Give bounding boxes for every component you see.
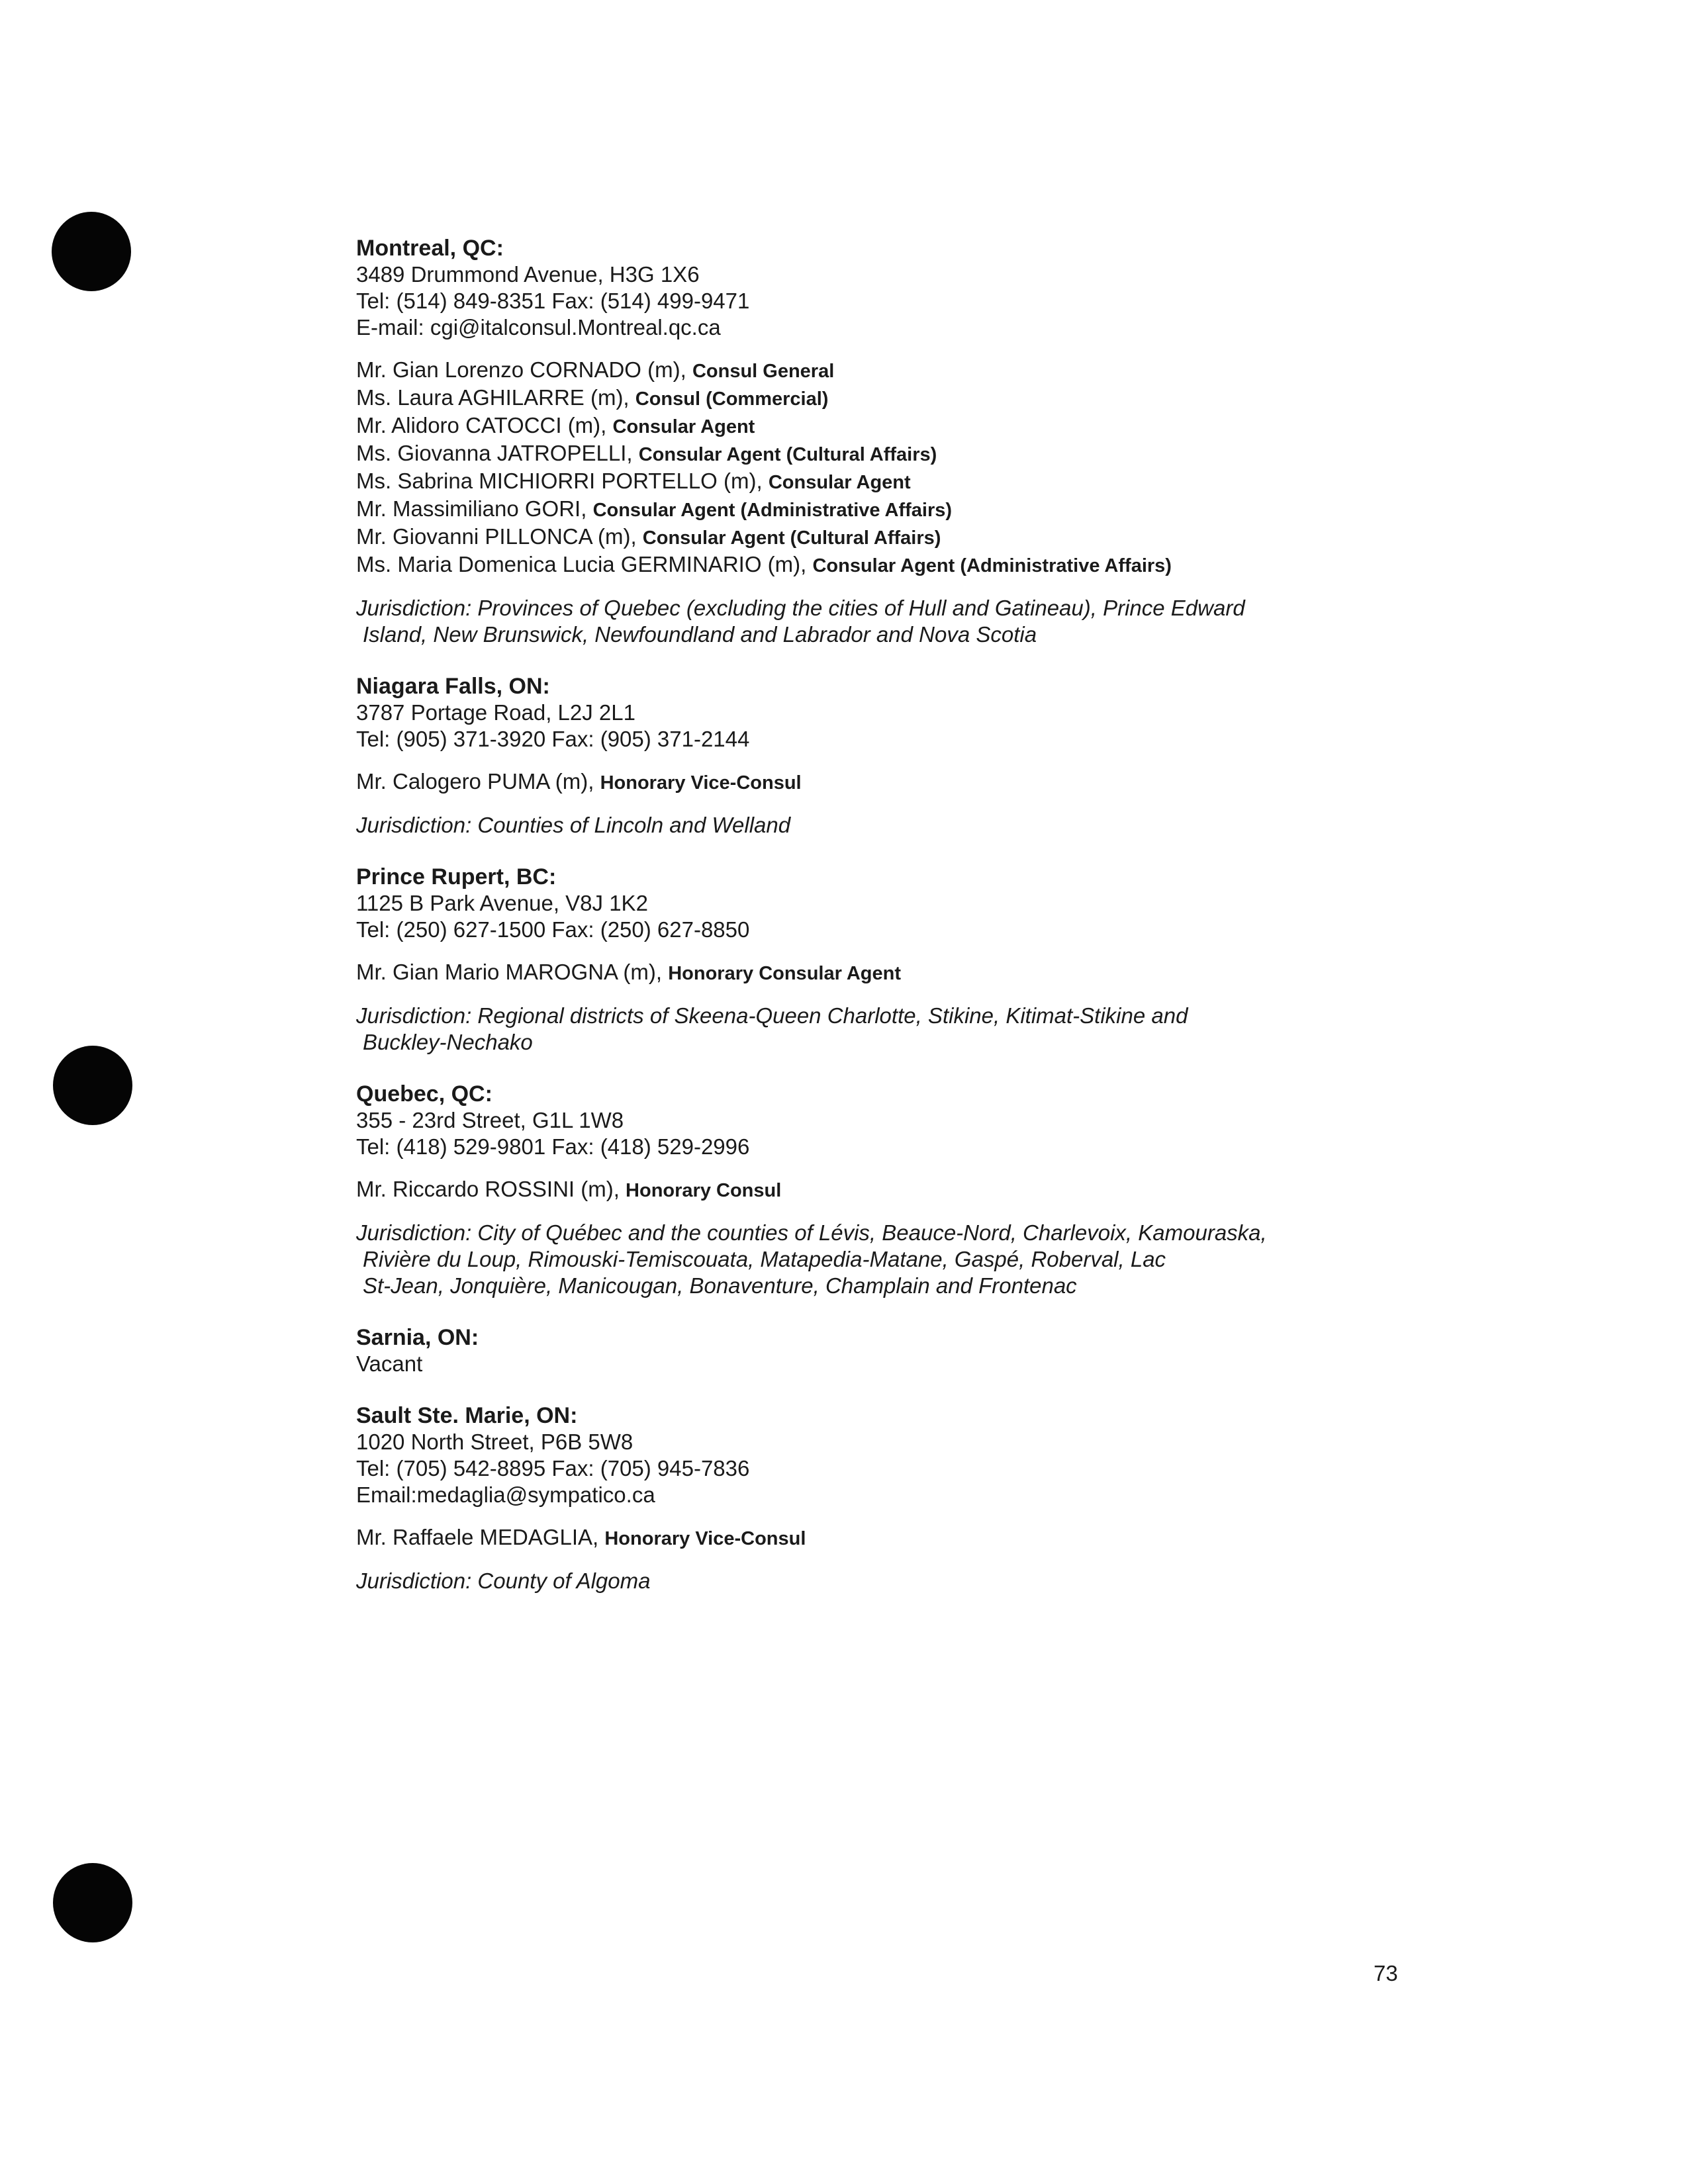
- staff-member: [356, 440, 1415, 468]
- city-heading: Montreal, QC:: [356, 236, 504, 261]
- address: 3787 Portage Road, L2J 2L1: [356, 700, 635, 725]
- staff-name: Mr. Massimiliano GORI,: [356, 496, 593, 521]
- jurisdiction-line: Jurisdiction: Counties of Lincoln and Welland: [356, 813, 791, 837]
- staff-title: Honorary Consular Agent: [668, 963, 902, 984]
- staff-title: Honorary Consul: [626, 1180, 782, 1201]
- jurisdiction: [356, 1568, 1415, 1594]
- consulate-entry-quebec: [356, 1081, 1415, 1299]
- phone-fax: Tel: (705) 542-8895 Fax: (705) 945-7836: [356, 1456, 750, 1480]
- page-number: 73: [1374, 1961, 1398, 1985]
- staff-name: Ms. Giovanna JATROPELLI,: [356, 441, 639, 465]
- staff-title: Consular Agent (Cultural Affairs): [638, 444, 937, 465]
- staff-name: Mr. Giovanni PILLONCA (m),: [356, 524, 643, 549]
- staff-name: Mr. Raffaele MEDAGLIA,: [356, 1525, 605, 1549]
- staff-member: [356, 959, 1415, 987]
- jurisdiction-line: Jurisdiction: City of Québec and the counties of Lévis, Beauce-Nord, Charlevoix, Kamouraska,: [356, 1220, 1267, 1245]
- city-heading: Quebec, QC:: [356, 1081, 492, 1107]
- phone-fax: Tel: (514) 849-8351 Fax: (514) 499-9471: [356, 289, 750, 313]
- staff-title: Consular Agent: [768, 472, 911, 493]
- consulate-entry-montreal: [356, 235, 1415, 648]
- jurisdiction-line: Jurisdiction: Provinces of Quebec (excluding the cities of Hull and Gatineau), Prince Edward: [356, 596, 1245, 620]
- staff-member: [356, 1524, 1415, 1552]
- staff-member: [356, 357, 1415, 385]
- staff-title: Honorary Vice-Consul: [600, 772, 802, 794]
- jurisdiction-line: Buckley-Nechako: [363, 1030, 533, 1054]
- jurisdiction: [356, 1003, 1415, 1056]
- staff-name: Ms. Maria Domenica Lucia GERMINARIO (m),: [356, 552, 813, 576]
- staff-member: [356, 385, 1415, 412]
- staff-member: [356, 468, 1415, 496]
- address: 1020 North Street, P6B 5W8: [356, 1430, 633, 1454]
- vacancy-status: Vacant: [356, 1351, 423, 1376]
- staff-name: Mr. Riccardo ROSSINI (m),: [356, 1177, 626, 1201]
- city-heading: Sarnia, ON:: [356, 1325, 479, 1350]
- city-heading: Niagara Falls, ON:: [356, 674, 550, 699]
- consulate-listing: [356, 235, 1415, 1619]
- address: 355 - 23rd Street, G1L 1W8: [356, 1108, 624, 1132]
- phone-fax: Tel: (905) 371-3920 Fax: (905) 371-2144: [356, 727, 750, 751]
- city-heading: Prince Rupert, BC:: [356, 864, 557, 889]
- staff-name: Mr. Calogero PUMA (m),: [356, 769, 600, 794]
- staff-title: Consular Agent (Cultural Affairs): [642, 527, 941, 549]
- consulate-entry-niagara-falls: [356, 673, 1415, 839]
- staff-member: [356, 768, 1415, 796]
- staff-title: Consul General: [692, 361, 835, 382]
- staff-name: Ms. Laura AGHILARRE (m),: [356, 385, 635, 410]
- jurisdiction: [356, 812, 1415, 839]
- staff-title: Consular Agent (Administrative Affairs): [812, 555, 1172, 576]
- staff-name: Mr. Gian Lorenzo CORNADO (m),: [356, 357, 692, 382]
- email: E-mail: cgi@italconsul.Montreal.qc.ca: [356, 315, 721, 340]
- jurisdiction-line: St-Jean, Jonquière, Manicougan, Bonaventure, Champlain and Frontenac: [363, 1273, 1077, 1298]
- city-heading: Sault Ste. Marie, ON:: [356, 1403, 578, 1428]
- staff-title: Consul (Commercial): [635, 388, 829, 410]
- binder-hole: [53, 1046, 132, 1125]
- email: Email:medaglia@sympatico.ca: [356, 1482, 655, 1507]
- phone-fax: Tel: (250) 627-1500 Fax: (250) 627-8850: [356, 917, 750, 942]
- consulate-entry-sarnia: [356, 1324, 1415, 1377]
- consulate-entry-sault-ste-marie: [356, 1402, 1415, 1594]
- address: 1125 B Park Avenue, V8J 1K2: [356, 891, 648, 915]
- jurisdiction-line: Jurisdiction: County of Algoma: [356, 1569, 651, 1593]
- staff-title: Consular Agent: [612, 416, 755, 437]
- jurisdiction-line: Jurisdiction: Regional districts of Skeena-Queen Charlotte, Stikine, Kitimat-Stikine and: [356, 1003, 1188, 1028]
- staff-member: [356, 551, 1415, 579]
- jurisdiction-line: Island, New Brunswick, Newfoundland and Labrador and Nova Scotia: [363, 622, 1037, 647]
- consulate-entry-prince-rupert: [356, 864, 1415, 1056]
- binder-hole: [53, 1863, 132, 1942]
- staff-title: Honorary Vice-Consul: [604, 1528, 806, 1549]
- staff-title: Consular Agent (Administrative Affairs): [592, 500, 953, 521]
- jurisdiction: [356, 595, 1415, 648]
- address: 3489 Drummond Avenue, H3G 1X6: [356, 262, 700, 287]
- phone-fax: Tel: (418) 529-9801 Fax: (418) 529-2996: [356, 1134, 750, 1159]
- jurisdiction-line: Rivière du Loup, Rimouski-Temiscouata, Matapedia-Matane, Gaspé, Roberval, Lac: [363, 1247, 1166, 1271]
- staff-name: Ms. Sabrina MICHIORRI PORTELLO (m),: [356, 469, 769, 493]
- staff-name: Mr. Gian Mario MAROGNA (m),: [356, 960, 669, 984]
- staff-member: [356, 412, 1415, 440]
- binder-hole: [52, 212, 131, 291]
- staff-member: [356, 496, 1415, 523]
- staff-name: Mr. Alidoro CATOCCI (m),: [356, 413, 613, 437]
- staff-member: [356, 523, 1415, 551]
- staff-member: [356, 1176, 1415, 1204]
- jurisdiction: [356, 1220, 1415, 1299]
